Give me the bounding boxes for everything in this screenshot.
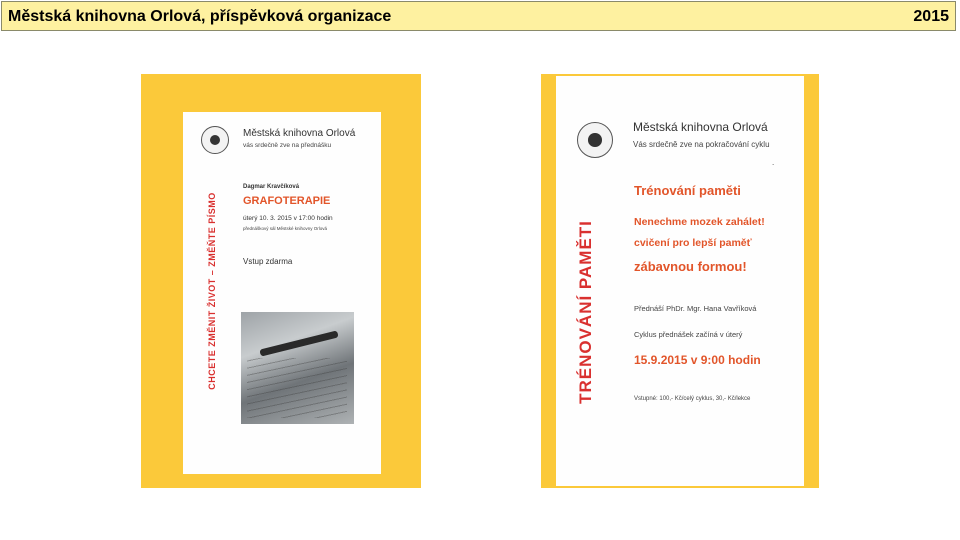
header-title: Městská knihovna Orlová, příspěvková organizace: [8, 8, 392, 25]
poster-title: GRAFOTERAPIE: [243, 195, 331, 207]
poster-date: úterý 10. 3. 2015 v 17:00 hodin: [243, 215, 333, 222]
poster-lecturer: Přednáší PhDr. Mgr. Hana Vavříková: [634, 304, 757, 313]
handwriting-lines: [247, 358, 347, 418]
poster-invite: Vás srdečně zve na pokračování cyklu: [633, 140, 770, 149]
header-year: 2015: [913, 8, 949, 25]
poster-trenovani-pameti: [541, 74, 819, 488]
pen-icon: [259, 330, 338, 356]
poster-invite: vás srdečně zve na přednášku: [243, 142, 332, 149]
poster-vertical-title: TRÉNOVÁNÍ PAMĚTI: [576, 220, 595, 404]
poster-admission: Vstup zdarma: [243, 257, 293, 266]
pen-on-paper-photo: [241, 312, 354, 424]
header-bar: [1, 1, 956, 31]
library-seal-icon: [201, 126, 229, 154]
poster-sheet: [183, 112, 381, 474]
poster-dot: .: [772, 158, 775, 167]
poster-author: Dagmar Kravčíková: [243, 184, 300, 190]
poster-org-name: Městská knihovna Orlová: [633, 120, 768, 134]
poster-org-name: Městská knihovna Orlová: [243, 128, 356, 139]
poster-cycle: Cyklus přednášek začíná v úterý: [634, 330, 743, 339]
library-seal-icon: [577, 122, 613, 158]
poster-fee: Vstupné: 100,- Kč/celý cyklus, 30,- Kč/lekce: [634, 396, 751, 402]
poster-line-1: Nenechme mozek zahálet!: [634, 216, 765, 228]
poster-vertical-slogan: CHCETE ZMĚNIT ŽIVOT – ZMĚŇTE PÍSMO: [207, 192, 217, 390]
poster-line-3: zábavnou formou!: [634, 259, 747, 274]
poster-when: 15.9.2015 v 9:00 hodin: [634, 353, 761, 367]
poster-place: přednáškový sál Městské knihovny Orlová: [243, 226, 328, 231]
poster-grafoterapie: [141, 74, 421, 488]
poster-line-2: cvičení pro lepší paměť: [634, 237, 752, 249]
poster-topic: Trénování paměti: [634, 183, 741, 198]
poster-sheet: [556, 76, 804, 486]
